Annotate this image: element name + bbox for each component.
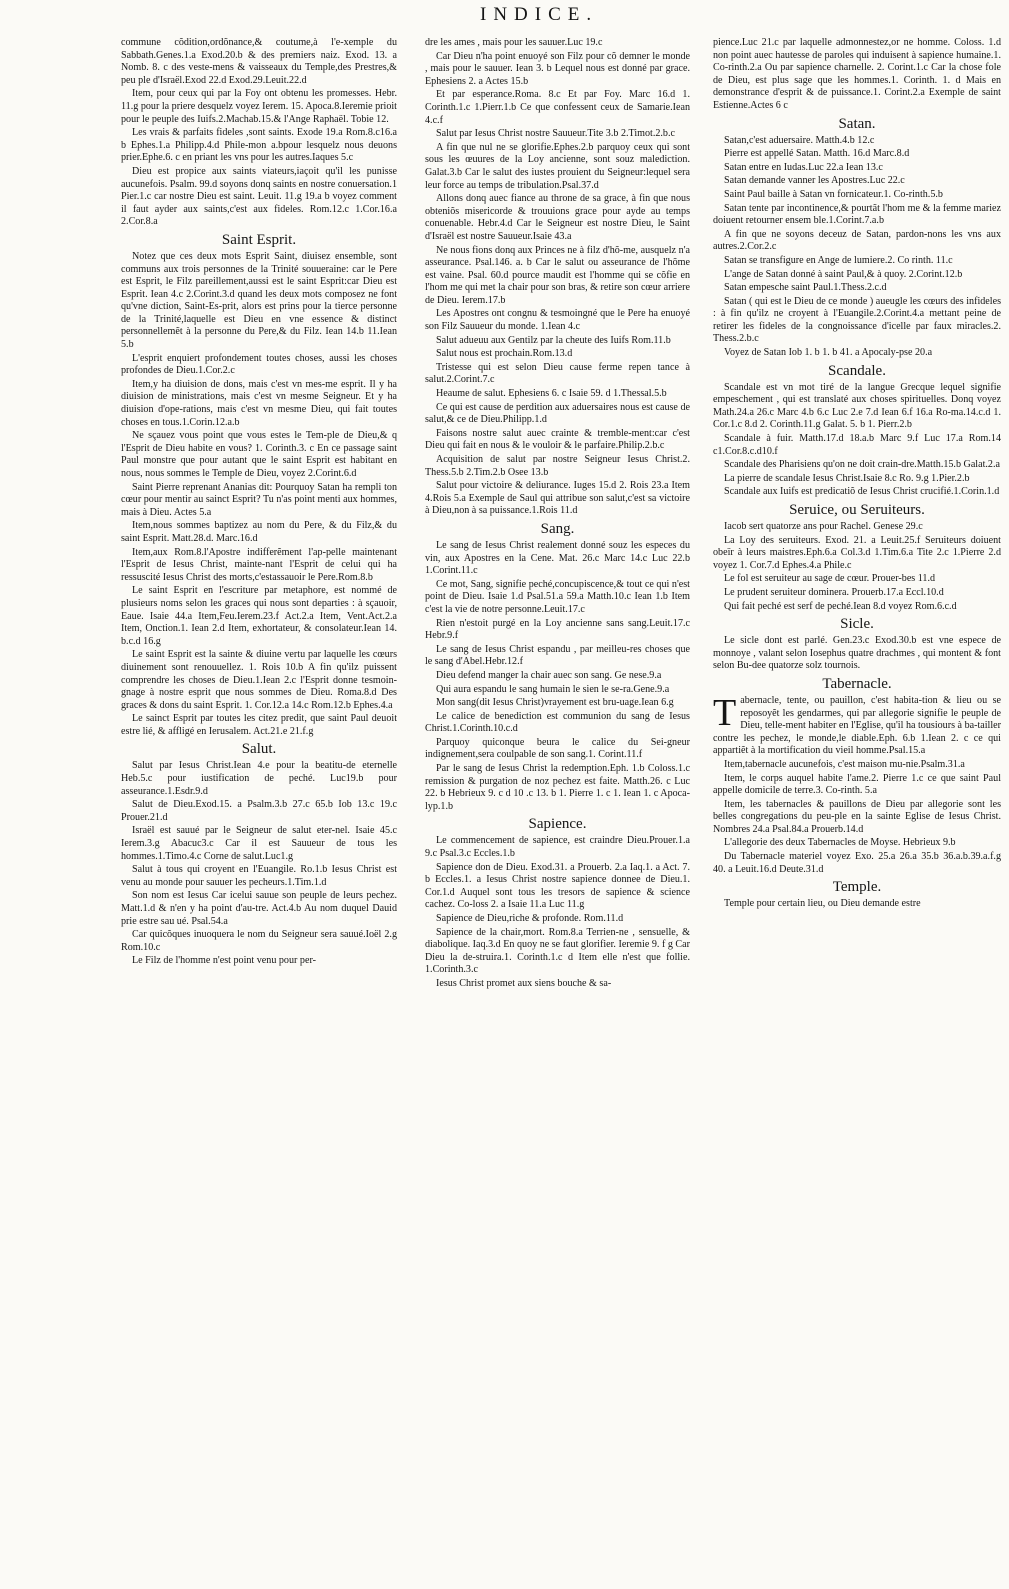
index-entry: Qui fait peché est serf de peché.Iean 8.d voyez Rom.6.c.d: [724, 600, 957, 612]
index-entry: Le Filz de l'homme n'est point venu pour per-: [132, 955, 316, 967]
index-entry: Tristesse qui est selon Dieu cause ferme repen tance à salut.2.Corint.7.c: [425, 361, 690, 386]
index-entry: Satan demande vanner les Apostres.Luc 22.c: [724, 175, 905, 187]
page-title: INDICE.: [480, 4, 599, 25]
index-entry: L'ange de Satan donné à saint Paul,& à quoy. 2.Corint.12.b: [724, 268, 963, 280]
index-entry: Item,tabernacle aucunefois, c'est maison mu-nie.Psalm.31.a: [724, 758, 965, 770]
index-entry: Le sicle dont est parlé. Gen.23.c Exod.30.b est vne espece de monnoye , valant selon Iosephus quatre drachmes , qui montent & font selon Bu-dee quatorze solz tournois.: [713, 635, 1001, 672]
index-entry: Sapience de Dieu,riche & profonde. Rom.11.d: [436, 913, 624, 924]
index-column-right: [713, 37, 1001, 1585]
index-entry: L'esprit enquiert profondement toutes choses, aussi les choses profondes de Dieu.1.Cor.2.c: [121, 352, 397, 377]
index-entry: Acquisition de salut par nostre Seigneur Iesus Christ.2. Thess.5.b 2.Tim.2.b Osee 13.b: [425, 454, 690, 478]
index-entry: Dieu defend manger la chair auec son sang. Ge nese.9.a: [436, 669, 662, 681]
section-heading: Salut.: [241, 741, 277, 758]
index-entry: Pierre est appellé Satan. Matth. 16.d Marc.8.d: [724, 148, 910, 160]
index-entry: Scandale à fuir. Matth.17.d 18.a.b Marc 9.f Luc 17.a Rom.14 c1.Cor.8.c.d10.f: [713, 433, 1001, 457]
index-entry: Le sainct Esprit par toutes les citez predit, que saint Paul deuoit estre lié, & affligé en Ierusalem. Act.21.e 21.f.g: [121, 713, 397, 737]
index-entry: Satan tente par incontinence,& pourtãt l'hom me & la femme mariez doiuent retourner ensem ble.1.Corint.7.a.b: [713, 202, 1001, 227]
drop-cap-letter: T: [713, 691, 737, 734]
index-entry: Le calice de benediction est communion du sang de Iesus Christ.1.Corinth.10.c.d: [425, 710, 690, 735]
index-entry: Sapience don de Dieu. Exod.31. a Prouerb. 2.a Iaq.1. a Act. 7. b Eccles.1. a Iesus Christ nostre sapience donnee de Dieu.1. Cor.1.d Auquel sont tous les tresors de sapience & science cachez. Co-loss 2. a Isaie 11.a Luc 11.g: [425, 861, 690, 911]
index-entry: dre les ames , mais pour les sauuer.Luc 19.c: [425, 37, 603, 48]
index-entry: L'allegorie des deux Tabernacles de Moyse. Hebrieux 9.b: [724, 837, 956, 849]
section-heading: Sapience.: [528, 816, 587, 833]
index-entry: Satan ( qui est le Dieu de ce monde ) aueugle les cœurs des infideles : à fin qu'ilz ne croyent à l'Euangile.2.Corint.4.a mettant peine de retirer les fideles de la congnoissance d'icelle par faux miracles.2. Thess.2.b.c: [713, 295, 1001, 345]
index-entry: Satan empesche saint Paul.1.Thess.2.c.d: [724, 282, 887, 294]
index-entry: Les Apostres ont congnu & tesmoingné que le Pere ha enuoyé son Filz Sauueur du monde. 1.Iean 4.c: [425, 308, 690, 333]
index-entry: Satan entre en Iudas.Luc 22.a Iean 13.c: [724, 161, 883, 173]
index-entry: pience.Luc 21.c par laquelle admonnestez,or ne homme. Coloss. 1.d non point auec hautesse de paroles qui induisent à sapience humaine.1. Co-rinth.2.a Ou par sapience charnelle. 2. Corint.1.c Car la chose fole de Dieu, est plus sage que les hommes.1. Corinth. 1. d Mais en demonstrance d'esprit & de puissance.1. Corint.2.a Exemple de saint Estienne.Actes 6 c: [713, 37, 1001, 111]
index-entry: Item,nous sommes baptizez au nom du Pere, & du Filz,& du saint Esprit. Matt.28.d. Marc.16.d: [121, 520, 397, 544]
index-entry: Le sang de Iesus Christ espandu , par meilleu-res choses que le sang d'Abel.Hebr.12.f: [425, 643, 690, 668]
index-entry: Car quicõques inuoquera le nom du Seigneur sera sauué.Ioël 2.g Rom.10.c: [121, 929, 397, 953]
index-entry: Car Dieu n'ha point enuoyé son Filz pour cõ demner le monde , mais pour le sauuer. Iean 3. b Lequel nous est donné par grace. Ephesiens 2. a Actes 15.b: [425, 50, 690, 87]
index-entry: Le saint Esprit en l'escriture par metaphore, est nommé de plusieurs noms selon les graces qui nous sont departies : à sçauoir, Eaue. Isaie 44.a Item,Feu.Ierem.23.f Act.2.a Item, Vent.Act.2.a Item, Onction.1. Iean 2.d Item, exhortateur, & consolateur.Iean 14. b.c.d 16.g: [121, 585, 397, 647]
index-entry: commune cõdition,ordõnance,& coutume,à l'e-xemple du Sabbath.Genes.1.a Exod.20.b & des premiers naiz. Exod. 13. a Nomb. 8. c des veste-mens & vaisseaux du Temple,des Prestres,& peu ple d'Israël.Exod 22.d Exod.29.Leuit.22.d: [121, 37, 397, 86]
index-entry: Faisons nostre salut auec crainte & tremble-ment:car c'est Dieu qui fait en nous & le vouloir & le parfaire.Philip.2.b.c: [425, 427, 690, 452]
index-entry: Ne nous fions donq aux Princes ne à filz d'hõ-me, ausquelz n'a asseurance. Psal.146. a. b Car le salut ou asseurance de l'hõme est vaine. Psal. 60.d pource maudit est l'homme qui se cõfie en l'hom me qui met la chair pour son bras, & retire son cœur arriere de Dieu. Ierem.17.b: [425, 244, 690, 306]
section-heading: Satan.: [838, 115, 876, 132]
index-entry: Son nom est Iesus Car icelui sauue son peuple de leurs pechez. Matt.1.d & n'en y ha point d'au-tre. Act.4.b Au nom duquel Dauid prie estre sau ué. Psal.54.a: [121, 890, 397, 927]
index-entry: Heaume de salut. Ephesiens 6. c Isaie 59. d 1.Thessal.5.b: [436, 388, 667, 400]
index-entry: Iacob sert quatorze ans pour Rachel. Genese 29.c: [724, 521, 923, 532]
index-entry: Du Tabernacle materiel voyez Exo. 25.a 26.a 35.b 36.a.b.39.a.f.g 40. a Leuit.16.d Deute.31.d: [713, 851, 1001, 875]
index-entry: Item, les tabernacles & pauillons de Dieu par allegorie sont les belles congregations du peu-ple en la sainte Eglise de Iesus Christ. Nombres 24.a Psal.84.a Prouerb.14.d: [713, 798, 1001, 835]
index-entry: Scandale est vn mot tiré de la langue Grecque lequel signifie empeschement , qui est translaté aux choses spirituelles. Donq voyez Math.24.a 26.c Marc 4.b 6.c Luc 2.e 7.d Iean 6.f 16.a Ro-ma.14.c.d 1. Cor.1.c 8.d 2. Corinth.11.g Galat. 5. b 1. Pierr.2.b: [713, 381, 1001, 431]
index-entry: Voyez de Satan Iob 1. b 1. b 41. a Apocaly-pse 20.a: [724, 347, 933, 359]
index-entry: Salut de Dieu.Exod.15. a Psalm.3.b 27.c 65.b Iob 13.c 19.c Prouer.21.d: [121, 799, 397, 823]
index-entry: Allons donq auec fiance au throne de sa grace, à fin que nous obteniõs misericorde & trouuions grace pour ayde au temps conuenable. Hebr.4.d Car le Seigneur est nostre Dieu, le Saint d'Israël est nostre Sauueur.Isaie 43.a: [425, 193, 690, 242]
index-entry: Saint Pierre reprenant Ananias dit: Pourquoy Satan ha rempli ton cœur pour mentir au sainct Esprit? Tu n'as point menti aux hommes, mais à Dieu. Actes 5.a: [121, 481, 397, 518]
index-entry: Par le sang de Iesus Christ la redemption.Eph. 1.b Coloss.1.c remission & purgation de noz pechez est faite. Matth.26. c Luc 22. b Hebrieux 9. c d 10 .c 13. b 1. Pierre 1. c 1. Iean 1. c Apoca-lyp.1.b: [425, 763, 690, 812]
index-entry: Satan se transfigure en Ange de lumiere.2. Co rinth. 11.c: [724, 254, 953, 266]
index-entry: A fin que nul ne se glorifie.Ephes.2.b parquoy ceux qui sont sous les œuures de la Loy ancienne, sont souz malediction. Galat.3.b Car le salut des iustes prouient du Seigneur:lequel sera leur force au temps de tribulation.Psal.37.d: [425, 141, 690, 191]
index-entry: Item,aux Rom.8.l'Apostre indifferẽment l'ap-pelle maintenant l'Esprit de Iesus Christ, mainte-nant l'Esprit de celui qui ha ressuscité Iesus Christ des morts,c'estassauoir le Pere.Rom.8.b: [121, 546, 397, 583]
index-entry: La Loy des seruiteurs. Exod. 21. a Leuit.25.f Seruiteurs doiuent obeïr à leurs maistres.Eph.6.a Col.3.d 1.Tim.6.a Tite 2.c 1.Pierre 2.d voyez 1. Cor.7.d Ephes.4.a Phile.c: [713, 534, 1001, 571]
index-entry: Salut pour victoire & deliurance. Iuges 15.d 2. Rois 23.a Item 4.Rois 5.a Exemple de Saul qui attribue son salut,c'est sa victoire à Dieu,non à sa puissance.1.Rois 11.d: [425, 480, 690, 517]
index-entry: Les vrais & parfaits fideles ,sont saints. Exode 19.a Rom.8.c16.a b Ephes.1.a Philipp.4.d Phile-mon a.bpour lesquelz nous deuons prier.Ephe.6. c en priant les vns pour les autres.Iaques 5.c: [121, 127, 397, 164]
index-entry: Le fol est seruiteur au sage de cœur. Prouer-bes 11.d: [724, 573, 936, 585]
index-entry-text: abernacle, tente, ou pauillon, c'est habita-tion & lieu ou se reposoyẽt les gendarmes, qui par allegorie signifie le peuple de Dieu, telle-ment habiter en l'Eglise, qu'il ha tousiours à ba-tailler contre les pechez, le monde,le diable.Eph. 6.b 1.Iean 2. c ce qui appartiẽt à la mortification du vieil homme.Psal.15.a: [713, 694, 1001, 757]
index-entry: Israël est sauué par le Seigneur de salut eter-nel. Isaie 45.c Ierem.3.g Abacuc3.c Car il est Sauueur de tous les hommes.1.Timo.4.c Corne de salut.Luc1.g: [121, 825, 397, 862]
section-heading: Temple.: [832, 879, 882, 896]
index-entry: Salut par Iesus Christ.Iean 4.e pour la beatitu-de eternelle Heb.5.c pour iustification de peché. Luc19.b pour asseurance.1.Esdr.9.d: [121, 760, 397, 797]
index-entry: Iesus Christ promet aux siens bouche & sa-: [436, 977, 612, 989]
index-entry: A fin que ne soyons deceuz de Satan, pardon-nons les vns aux autres.2.Cor.2.c: [713, 228, 1001, 253]
index-entry: Item, pour ceux qui par la Foy ont obtenu les promesses. Hebr. 11.g pour la priere desquelz voyez Ierem. 15. Apoca.8.Ieremie prioit pour le peuple des Iuifs.2.Machab.15.& l'Ange Raphaël. Tobie 12.: [121, 88, 397, 125]
index-entry: Salut adueuu aux Gentilz par la cheute des Iuifs Rom.11.b: [436, 334, 671, 346]
index-entry: Temple pour certain lieu, ou Dieu demande estre: [724, 898, 921, 910]
section-heading: Saint Esprit.: [221, 231, 297, 248]
section-heading: Sicle.: [840, 616, 874, 633]
index-entry: [713, 691, 1001, 758]
index-entry: Scandale des Pharisiens qu'on ne doit crain-dre.Matth.15.b Galat.2.a: [724, 459, 1000, 471]
index-entry: Sapience de la chair,mort. Rom.8.a Terrien-ne , sensuelle, & diabolique. Iaq.3.d En quoy ne se faut glorifier. Ieremie 9. f g Car Dieu la de-struira.1. Corinth.1.c d Item elle n'est que follie. 1.Corinth.3.c: [425, 926, 690, 976]
index-entry: Saint Paul baille à Satan vn fornicateur.1. Co-rinth.5.b: [724, 188, 943, 200]
index-entry: Rien n'estoit purgé en la Loy ancienne sans sang.Leuit.17.c Hebr.9.f: [425, 617, 690, 642]
index-entry: Qui aura espandu le sang humain le sien le se-ra.Gene.9.a: [436, 683, 670, 695]
index-entry: Parquoy quiconque beura le calice du Sei-gneur indignement,sera coulpable de son sang.1. Corint.11.f: [425, 736, 690, 761]
section-heading: Tabernacle.: [822, 675, 892, 692]
section-heading: Seruice, ou Seruiteurs.: [789, 502, 925, 518]
index-entry: Le commencement de sapience, est craindre Dieu.Prouer.1.a 9.c Psal.3.c Eccles.1.b: [425, 835, 690, 860]
index-entry: Le saint Esprit est la sainte & diuine vertu par laquelle les cœurs diuinement sont renouuellez. 1. Rois 10.b A fin qu'ilz puissent comprendre les choses de Dieu.1.Iean 2.c l'Esprit donne tesmoin-gnage à nostre esprit que nous sommes de Dieu. Roma.8.d Des graces & dons du saint Esprit. 1. Cor.12.a 14.c Rom.12.b Ephes.4.a: [121, 649, 397, 711]
index-entry: Dieu est propice aux saints viateurs,iaçoit qu'il les punisse aucunefois. Psalm. 99.d soyons donq saints en nostre conuersation.1 Pier.1.c car nostre Dieu est saint. Leuit. 11.g 19.a b voyez comment il faut ayder aux saints,c'est aux fideles. Rom.12.c 1.Cor.16.a 2.Cor.8.a: [121, 165, 397, 228]
index-entry: Mon sang(dit Iesus Christ)vrayement est bru-uage.Iean 6.g: [436, 697, 674, 709]
index-entry: La pierre de scandale Iesus Christ.Isaie 8.c Ro. 9.g 1.Pier.2.b: [724, 472, 970, 484]
index-entry: Ce qui est cause de perdition aux aduersaires nous est cause de salut,& ce de Dieu.Philipp.1.d: [425, 401, 690, 426]
index-entry: Et par esperance.Roma. 8.c Et par Foy. Marc 16.d 1. Corinth.1.c 1.Pierr.1.b Ce que confessent ceux de Samarie.Iean 4.c.f: [425, 89, 690, 126]
index-entry: Item,y ha diuision de dons, mais c'est vn mes-me esprit. Il y ha diuision de ministrations, mais c'est vn mesme Seigneur. Et y ha diuision d'ope-rations, mais c'est vn mesme Dieu, qui fait toutes choses en tous.1.Corin.12.a.b: [121, 378, 397, 428]
index-entry: Le prudent seruiteur dominera. Prouerb.17.a Eccl.10.d: [724, 586, 944, 598]
index-entry: Ce mot, Sang, signifie peché,concupiscence,& tout ce qui n'est point de Dieu. Isaie 1.d Psal.51.a 59.a Matth.10.c Iean 1.b Item c'est la vie de notre personne.Leuit.17.c: [425, 578, 690, 615]
index-entry: Item, le corps auquel habite l'ame.2. Pierre 1.c ce que saint Paul appelle domicile de terre.3. Co-rinth. 5.a: [713, 772, 1001, 797]
section-heading: Scandale.: [828, 362, 886, 379]
index-entry: Salut par Iesus Christ nostre Sauueur.Tite 3.b 2.Timot.2.b.c: [436, 128, 675, 140]
section-heading: Sang.: [540, 520, 575, 537]
index-entry: Ne sçauez vous point que vous estes le Tem-ple de Dieu,& q l'Esprit de Dieu habite en vous? 1. Corinth.3. c En ce passage saint Paul monstre que pour autant que le saint Esprit est habitant en nous, nous sommes le Temple de Dieu, voyez 2.Corint.6.d: [121, 430, 397, 479]
index-entry: Salut nous est prochain.Rom.13.d: [436, 348, 573, 360]
index-column-left: [121, 37, 397, 1585]
index-entry: Satan,c'est aduersaire. Matth.4.b 12.c: [724, 134, 875, 146]
index-entry: Le sang de Iesus Christ realement donné souz les especes du vin, aux Apostres en la Cene. Mat. 26.c Marc 14.c Luc 22.b 1.Corint.11.c: [425, 539, 690, 577]
index-entry: Notez que ces deux mots Esprit Saint, diuisez ensemble, sont communs aux trois personnes de la Trinité souueraine: car le Pere est Esprit, le Filz pareillement,aussi est le saint Esprit:car Dieu est Esprit. Iean 4.c 2.Corint.3.d quand les deux mots composez ne font qu'vne diction, Saint-Es-prit, alors est prins pour la tierce personne de la Trinité,laquelle est Dieu en vne essence & distinct personnellemẽt à la personne du Pere,& du Filz. Iean 14.b 11.Iean 5.b: [121, 250, 397, 351]
index-entry: Salut à tous qui croyent en l'Euangile. Ro.1.b Iesus Christ est venu au monde pour sauuer les pecheurs.1.Tim.1.d: [121, 864, 397, 888]
index-entry: Scandale aux Iuifs est predicatiõ de Iesus Christ crucifié.1.Corin.1.d: [724, 486, 1000, 498]
index-column-middle: [425, 37, 690, 1585]
